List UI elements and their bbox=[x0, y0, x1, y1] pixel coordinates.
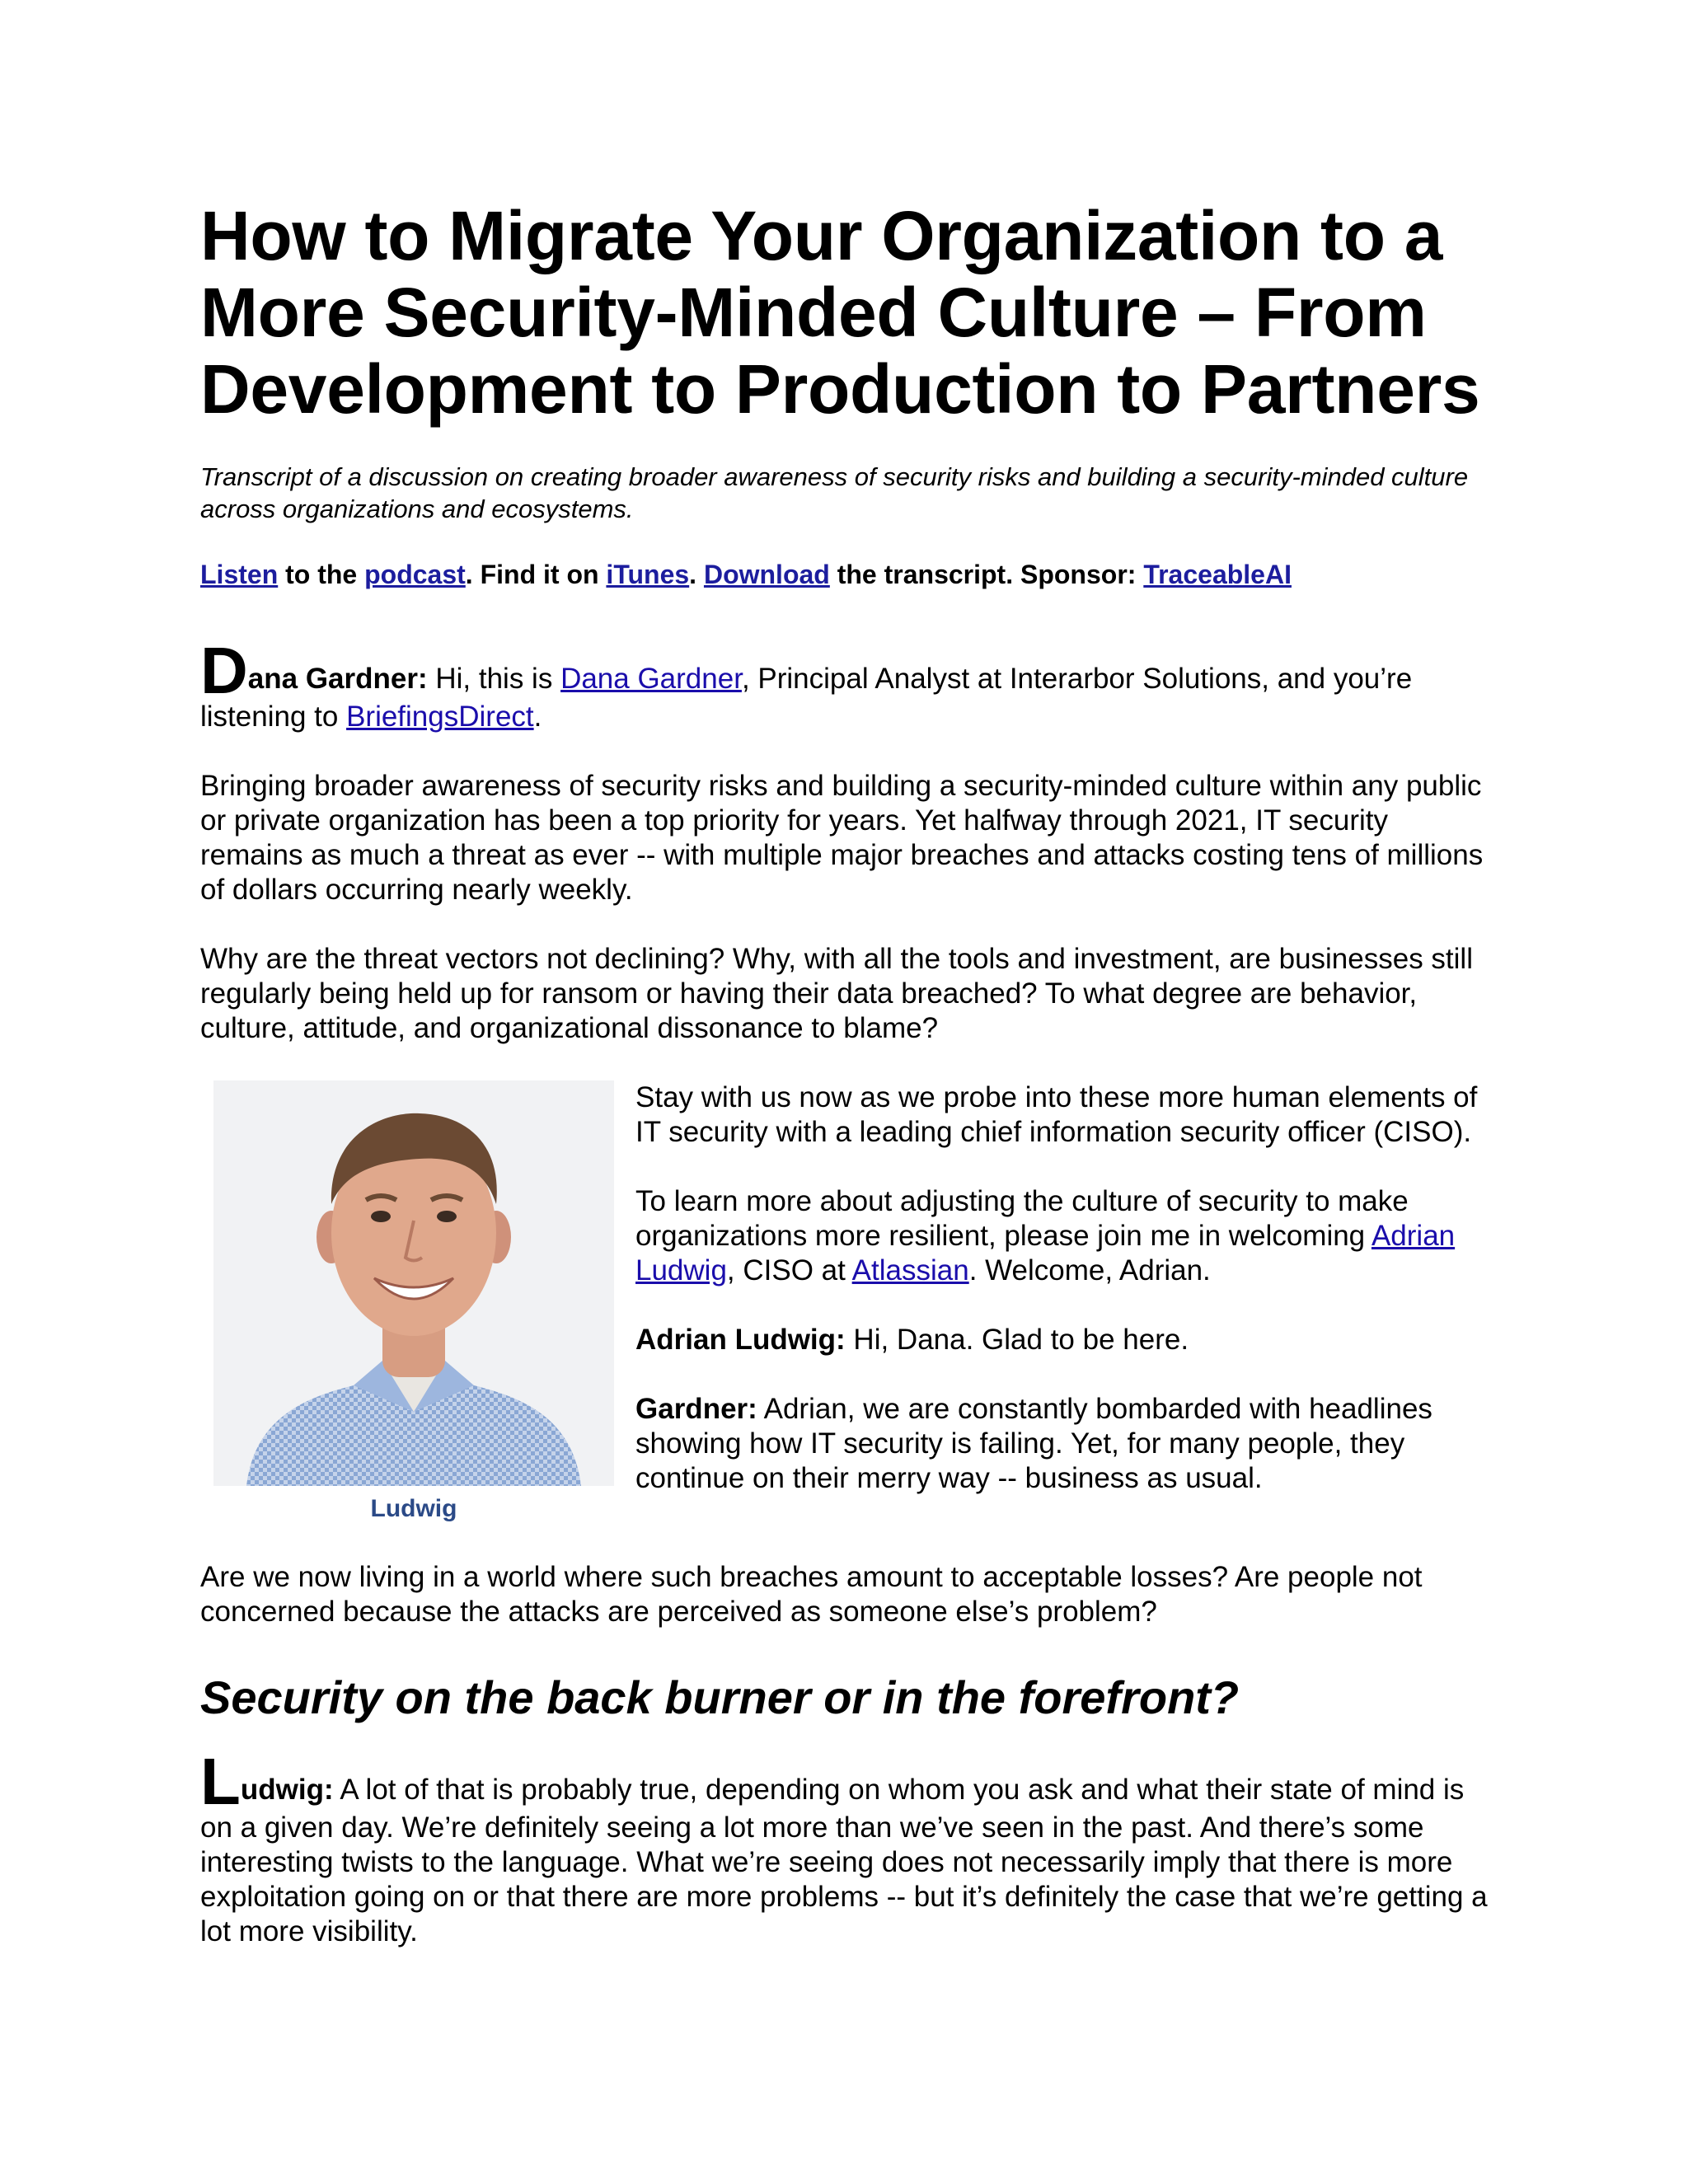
section-heading: Security on the back burner or in the forefront? bbox=[200, 1671, 1240, 1723]
paragraph-3: Stay with us now as we probe into these more human elements of IT security with a leading chief information security officer (CISO). bbox=[635, 1081, 1478, 1148]
atlassian-link[interactable]: Atlassian bbox=[851, 1254, 969, 1286]
links-text-1: to the bbox=[278, 560, 365, 589]
intro-text-c: . bbox=[533, 701, 542, 733]
adrian-ludwig-link[interactable]: Adrian Ludwig bbox=[635, 1220, 1456, 1286]
article-body bbox=[200, 198, 1494, 1949]
p4-text-a: To learn more about adjusting the culture of security to make organizations more resilient, please join me in welcoming bbox=[635, 1185, 1409, 1252]
page-title: How to Migrate Your Organization to a More Security-Minded Culture – From Development to Production to Partners bbox=[200, 197, 1480, 428]
portrait-illustration bbox=[213, 1080, 614, 1486]
sponsor-link[interactable]: TraceableAI bbox=[1143, 560, 1292, 589]
dana-gardner-link[interactable]: Dana Gardner bbox=[560, 663, 742, 695]
download-link[interactable]: Download bbox=[703, 560, 830, 589]
drop-cap: L bbox=[200, 1745, 241, 1818]
paragraph-2: Why are the threat vectors not declining? Why, with all the tools and investment, are businesses still regularly being held up for ransom or having their data breached? To what degree are behavior, culture, attitude, and organizational dissonance to blame? bbox=[200, 943, 1473, 1044]
p4-text-c: . Welcome, Adrian. bbox=[968, 1254, 1211, 1286]
links-text-2: . Find it on bbox=[465, 560, 607, 589]
photo-caption: Ludwig bbox=[370, 1495, 457, 1522]
links-text-4: the transcript. Sponsor: bbox=[829, 560, 1144, 589]
intro-text-b: , Principal Analyst at Interarbor Solutions, and you’re listening to bbox=[200, 663, 1413, 733]
paragraph-7: Are we now living in a world where such breaches amount to acceptable losses? Are people not concerned because the attacks are perceived as someone else’s problem? bbox=[200, 1561, 1423, 1628]
speaker-name: udwig: bbox=[240, 1774, 334, 1806]
photo-figure bbox=[213, 1080, 614, 1526]
p5-text: Hi, Dana. Glad to be here. bbox=[845, 1324, 1189, 1356]
speaker-name: ana Gardner: bbox=[247, 663, 428, 695]
listen-link[interactable]: Listen bbox=[200, 560, 279, 589]
intro-text-a: Hi, this is bbox=[427, 663, 561, 695]
portrait-photo bbox=[213, 1080, 614, 1486]
links-text-3: . bbox=[689, 560, 704, 589]
article-subtitle: Transcript of a discussion on creating broader awareness of security risks and building a security-minded culture across organizations and ecosystems. bbox=[200, 462, 1469, 523]
podcast-links-line bbox=[200, 558, 1494, 591]
photo-section bbox=[200, 1080, 1494, 1526]
drop-cap: D bbox=[200, 634, 248, 707]
paragraph-1: Bringing broader awareness of security risks and building a security-minded culture within any public or private organization has been a top priority for years. Yet halfway through 2021, IT security remains as much a threat as ever -- with multiple major breaches and attacks costing tens of millions of dollars occurring nearly weekly. bbox=[200, 770, 1484, 906]
intro-paragraph bbox=[200, 634, 1494, 734]
speaker-name: Adrian Ludwig: bbox=[635, 1324, 846, 1356]
section-text: A lot of that is probably true, depending on whom you ask and what their state of mind is on a given day. We’re definitely seeing a lot more than we’ve seen in the past. And there’s some interesting twists to the language. What we’re seeing does not necessarily imply that there is more exploitation going on or that there are more problems -- but it’s definitely the case that we’re getting a lot more visibility. bbox=[200, 1774, 1488, 1947]
p4-text-b: , CISO at bbox=[726, 1254, 852, 1286]
speaker-name: Gardner: bbox=[635, 1393, 757, 1425]
podcast-link[interactable]: podcast bbox=[364, 560, 466, 589]
briefingsdirect-link[interactable]: BriefingsDirect bbox=[346, 701, 534, 733]
section-paragraph bbox=[200, 1745, 1494, 1949]
p6-text: Adrian, we are constantly bombarded with headlines showing how IT security is failing. Yet, for many people, they continue on their merry way -- business as usual. bbox=[635, 1393, 1432, 1494]
itunes-link[interactable]: iTunes bbox=[606, 560, 690, 589]
